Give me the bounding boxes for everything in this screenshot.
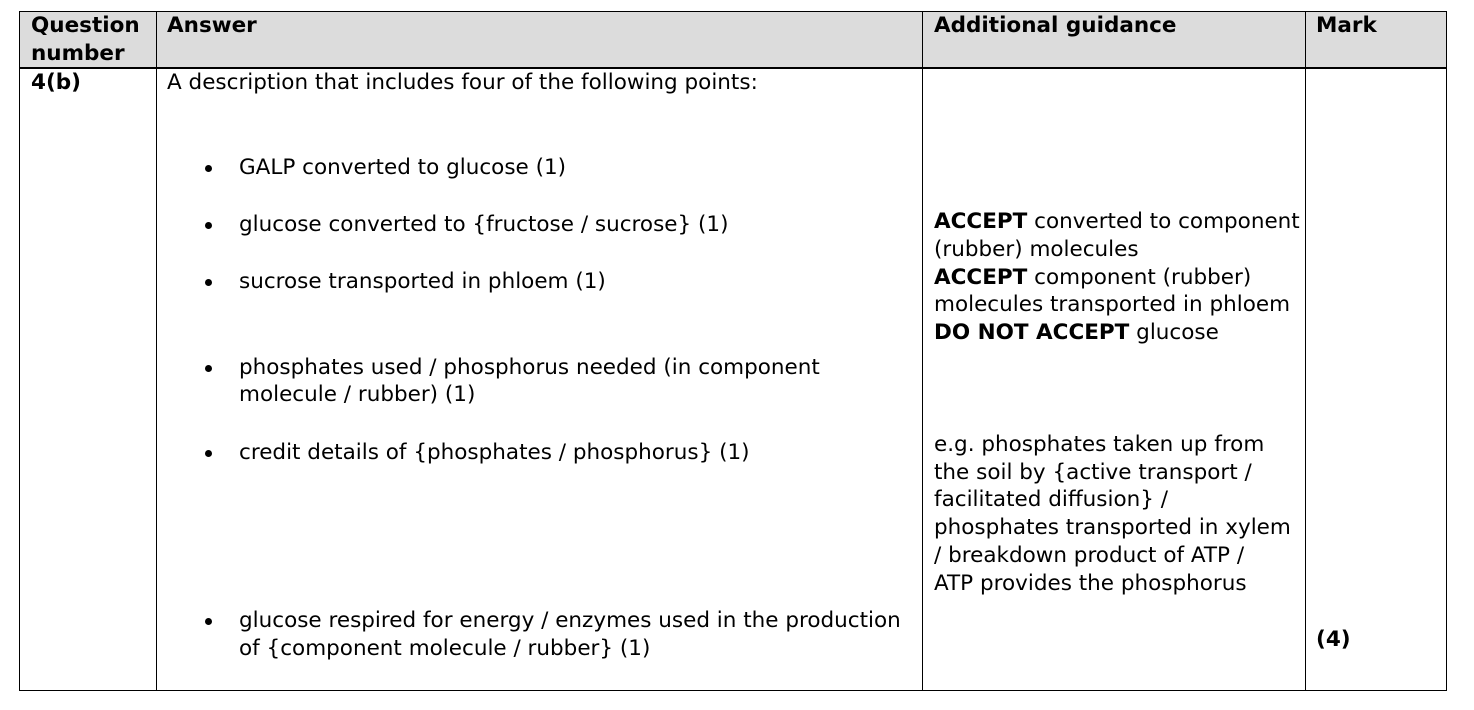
question-number: 4(b) [31,70,82,95]
answer-point-4-line-2: molecule / rubber) (1) [239,382,476,407]
guidance-1-line-2: (rubber) molecules [934,237,1139,262]
answer-point-5: credit details of {phosphates / phosphorus} (1) [239,440,750,465]
mark-value: (4) [1316,627,1351,652]
bullet-icon [205,618,212,625]
guidance-2-line-3: facilitated diffusion} / [934,487,1169,512]
guidance-keyword: ACCEPT [934,209,1028,234]
bullet-icon [205,222,212,229]
guidance-2-line-4: phosphates transported in xylem [934,515,1291,540]
guidance-1-line-1: ACCEPT converted to component [934,209,1300,234]
table-right-border [1446,11,1447,691]
bullet-icon [205,450,212,457]
column-divider-answer [156,11,157,691]
answer-point-4-line-1: phosphates used / phosphorus needed (in component [239,355,820,380]
guidance-1-line-5: DO NOT ACCEPT glucose [934,320,1219,345]
table-left-border [19,11,20,691]
answer-intro: A description that includes four of the following points: [167,70,758,95]
table-bottom-border [19,690,1447,691]
column-divider-guidance [922,11,923,691]
column-divider-mark [1305,11,1306,691]
bullet-icon [205,279,212,286]
answer-point-6-line-1: glucose respired for energy / enzymes used in the production [239,608,901,633]
guidance-1-line-3: ACCEPT component (rubber) [934,265,1252,290]
guidance-2-line-1: e.g. phosphates taken up from [934,432,1265,457]
guidance-2-line-6: ATP provides the phosphorus [934,571,1247,596]
bullet-icon [205,165,212,172]
header-question-number-line-2: number [31,41,125,66]
answer-point-6-line-2: of {component molecule / rubber} (1) [239,636,651,661]
answer-point-1: GALP converted to glucose (1) [239,155,567,180]
header-question-number-line-1: Question [31,13,140,38]
guidance-keyword: ACCEPT [934,265,1028,290]
bullet-icon [205,365,212,372]
guidance-2-line-5: / breakdown product of ATP / [934,543,1245,568]
guidance-keyword: DO NOT ACCEPT [934,320,1130,345]
guidance-2-line-2: the soil by {active transport / [934,460,1252,485]
guidance-1-line-4: molecules transported in phloem [934,292,1291,317]
answer-point-2: glucose converted to {fructose / sucrose} (1) [239,212,729,237]
answer-point-3: sucrose transported in phloem (1) [239,269,606,294]
header-answer: Answer [167,13,257,38]
header-additional-guidance: Additional guidance [934,13,1177,38]
header-mark: Mark [1316,13,1377,38]
